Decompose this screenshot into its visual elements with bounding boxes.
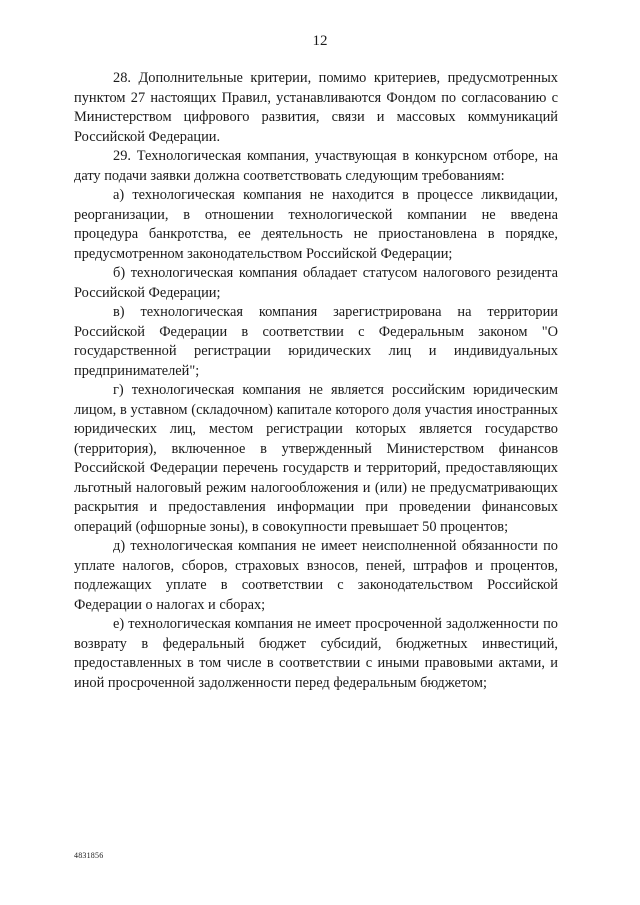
document-id: 4831856 [74,851,104,860]
requirement-g: г) технологическая компания не является российским юридическим лицом, в уставном (складочном) капитале которого доля участия иностранных юридических лиц, местом регистрации которых является государство (территория), включенное в утвержденный Министерством финансов Российской Федерации перечень государств и территорий, предоставляющих льготный налоговый режим налогообложения и (или) не предусматривающих раскрытия и предоставления информации при проведении финансовых операций (офшорные зоны), в совокупности превышает 50 процентов; [74,382,558,535]
paragraph-29: 29. Технологическая компания, участвующая в конкурсном отборе, на дату подачи заявки должна соответствовать следующим требованиям: [74,148,558,184]
requirement-e: е) технологическая компания не имеет просроченной задолженности по возврату в федеральный бюджет субсидий, бюджетных инвестиций, предоставленных в том числе в соответствии с иными правовыми актами, и иной просроченной задолженности перед федеральным бюджетом; [74,616,558,691]
requirement-b: б) технологическая компания обладает статусом налогового резидента Российской Федерации; [74,265,558,301]
requirement-d: д) технологическая компания не имеет неисполненной обязанности по уплате налогов, сборов, страховых взносов, пеней, штрафов и процентов, подлежащих уплате в соответствии с законодательством Российской Федерации о налогах и сборах; [74,538,558,613]
page-number: 12 [312,33,328,49]
requirement-a: а) технологическая компания не находится в процессе ликвидации, реорганизации, в отношении технологической компании не введена процедура банкротства, ее деятельность не приостановлена в порядке, предусмотренном законодательством Российской Федерации; [74,187,558,262]
document-body [74,69,558,693]
paragraph-28: 28. Дополнительные критерии, помимо критериев, предусмотренных пунктом 27 настоящих Правил, устанавливаются Фондом по согласованию с Министерством цифрового развития, связи и массовых коммуникаций Российской Федерации. [74,70,558,145]
requirement-v: в) технологическая компания зарегистрирована на территории Российской Федерации в соответствии с Федеральным законом "О государственной регистрации юридических лиц и индивидуальных предпринимателей"; [74,304,558,379]
